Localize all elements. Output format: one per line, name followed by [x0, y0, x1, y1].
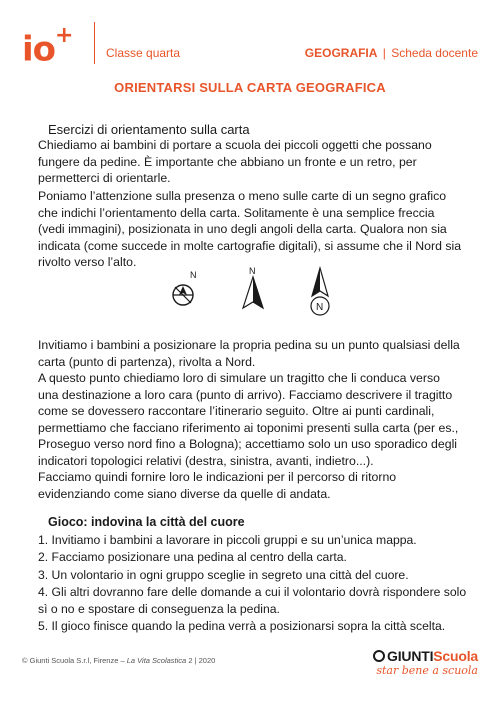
svg-text:N: N [249, 266, 256, 276]
subject-name: GEOGRAFIA [304, 46, 378, 60]
exercises-paragraph-5: Facciamo quindi fornire loro le indicazioni per il percorso di ritorno evidenziando come siano diverse da quelle di andata. [38, 470, 397, 501]
exercises-paragraph-1: Chiediamo ai bambini di portare a scuola dei piccoli oggetti che possano fungere da pedine. È importante che abbiano un fronte e un retro, per permetterci di orientarle. [38, 138, 432, 186]
game-heading: Gioco: indovina la città del cuore [48, 515, 245, 529]
doc-type: Scheda docente [391, 46, 478, 60]
orientation-icons [160, 264, 350, 324]
issue-number: 2 | 2020 [188, 656, 216, 665]
exercises-paragraph-3: Invitiamo i bambini a posizionare la propria pedina su un punto qualsiasi della carta (punto di partenza), rivolta a Nord. [38, 338, 460, 369]
svg-text:N: N [190, 270, 197, 280]
exercises-heading: Esercizi di orientamento sulla carta [48, 122, 250, 137]
subject-separator: | [382, 46, 386, 60]
copyright-notice: © Giunti Scuola S.r.l, Firenze – La Vita Scolastica 2 | 2020 [22, 656, 216, 665]
io-plus-logo: io+ [22, 23, 73, 70]
giunti-scuola-logo [373, 648, 478, 677]
exercises-paragraph-2: Poniamo l’attenzione sulla presenza o meno sulle carte di un segno grafico che indichi l’orientamento della carta. Solitamente è una semplice freccia (vedi immagini), posizionata in uno degli angoli della carta. Qualora non sia indicata (come succede in molte cartografie digitali), si assume che il Nord sia rivolto verso l’alto. [38, 189, 462, 270]
brand-name: GIUNTIScuola [373, 648, 478, 664]
game-step: 5. Il gioco finisce quando la pedina verrà a posizionarsi sopra la città scelta. [38, 619, 446, 634]
publication-title: La Vita Scolastica [126, 656, 187, 665]
subject-label [305, 46, 478, 60]
compass-circle-icon [173, 270, 197, 305]
exercises-paragraph-4: A questo punto chiediamo loro di simulare un tragitto che li conduca verso una destinazione a loro cara (punto di arrivo). Facciamo descrivere il tragitto come se dovessero raccontare l’itinerario seguito. Oltre ai punti cardinali, permettiamo che facciano riferimento ai toponimi presenti sulla carta (per es., Proseguo verso nord fino a Bologna); accettiamo solo un uso sporadico degli indicatori topologici relativi (destra, sinistra, avanti, indietro...). [38, 371, 459, 468]
north-arrow-icon [243, 266, 263, 308]
header-divider [94, 22, 95, 64]
brand-tagline: star bene a scuola [376, 664, 478, 677]
game-step: 2. Facciamo posizionare una pedina al centro della carta. [38, 550, 347, 565]
page-title: ORIENTARSI SULLA CARTA GEOGRAFICA [114, 80, 386, 95]
game-step: 1. Invitiamo i bambini a lavorare in piccoli gruppi e su un’unica mappa. [38, 533, 417, 547]
page-header [22, 22, 478, 70]
giunti-mark-icon [373, 650, 385, 662]
game-steps-list [38, 532, 468, 636]
svg-text:N: N [316, 302, 324, 313]
north-pointer-icon [311, 268, 329, 315]
game-step: 3. Un volontario in ogni gruppo sceglie in segreto una città del cuore. [38, 567, 409, 582]
game-step: 4. Gli altri dovranno fare delle domande a cui il volontario dovrà rispondere solo sì o no e spostare di conseguenza la pedina. [38, 584, 467, 617]
grade-label: Classe quarta [106, 46, 181, 60]
